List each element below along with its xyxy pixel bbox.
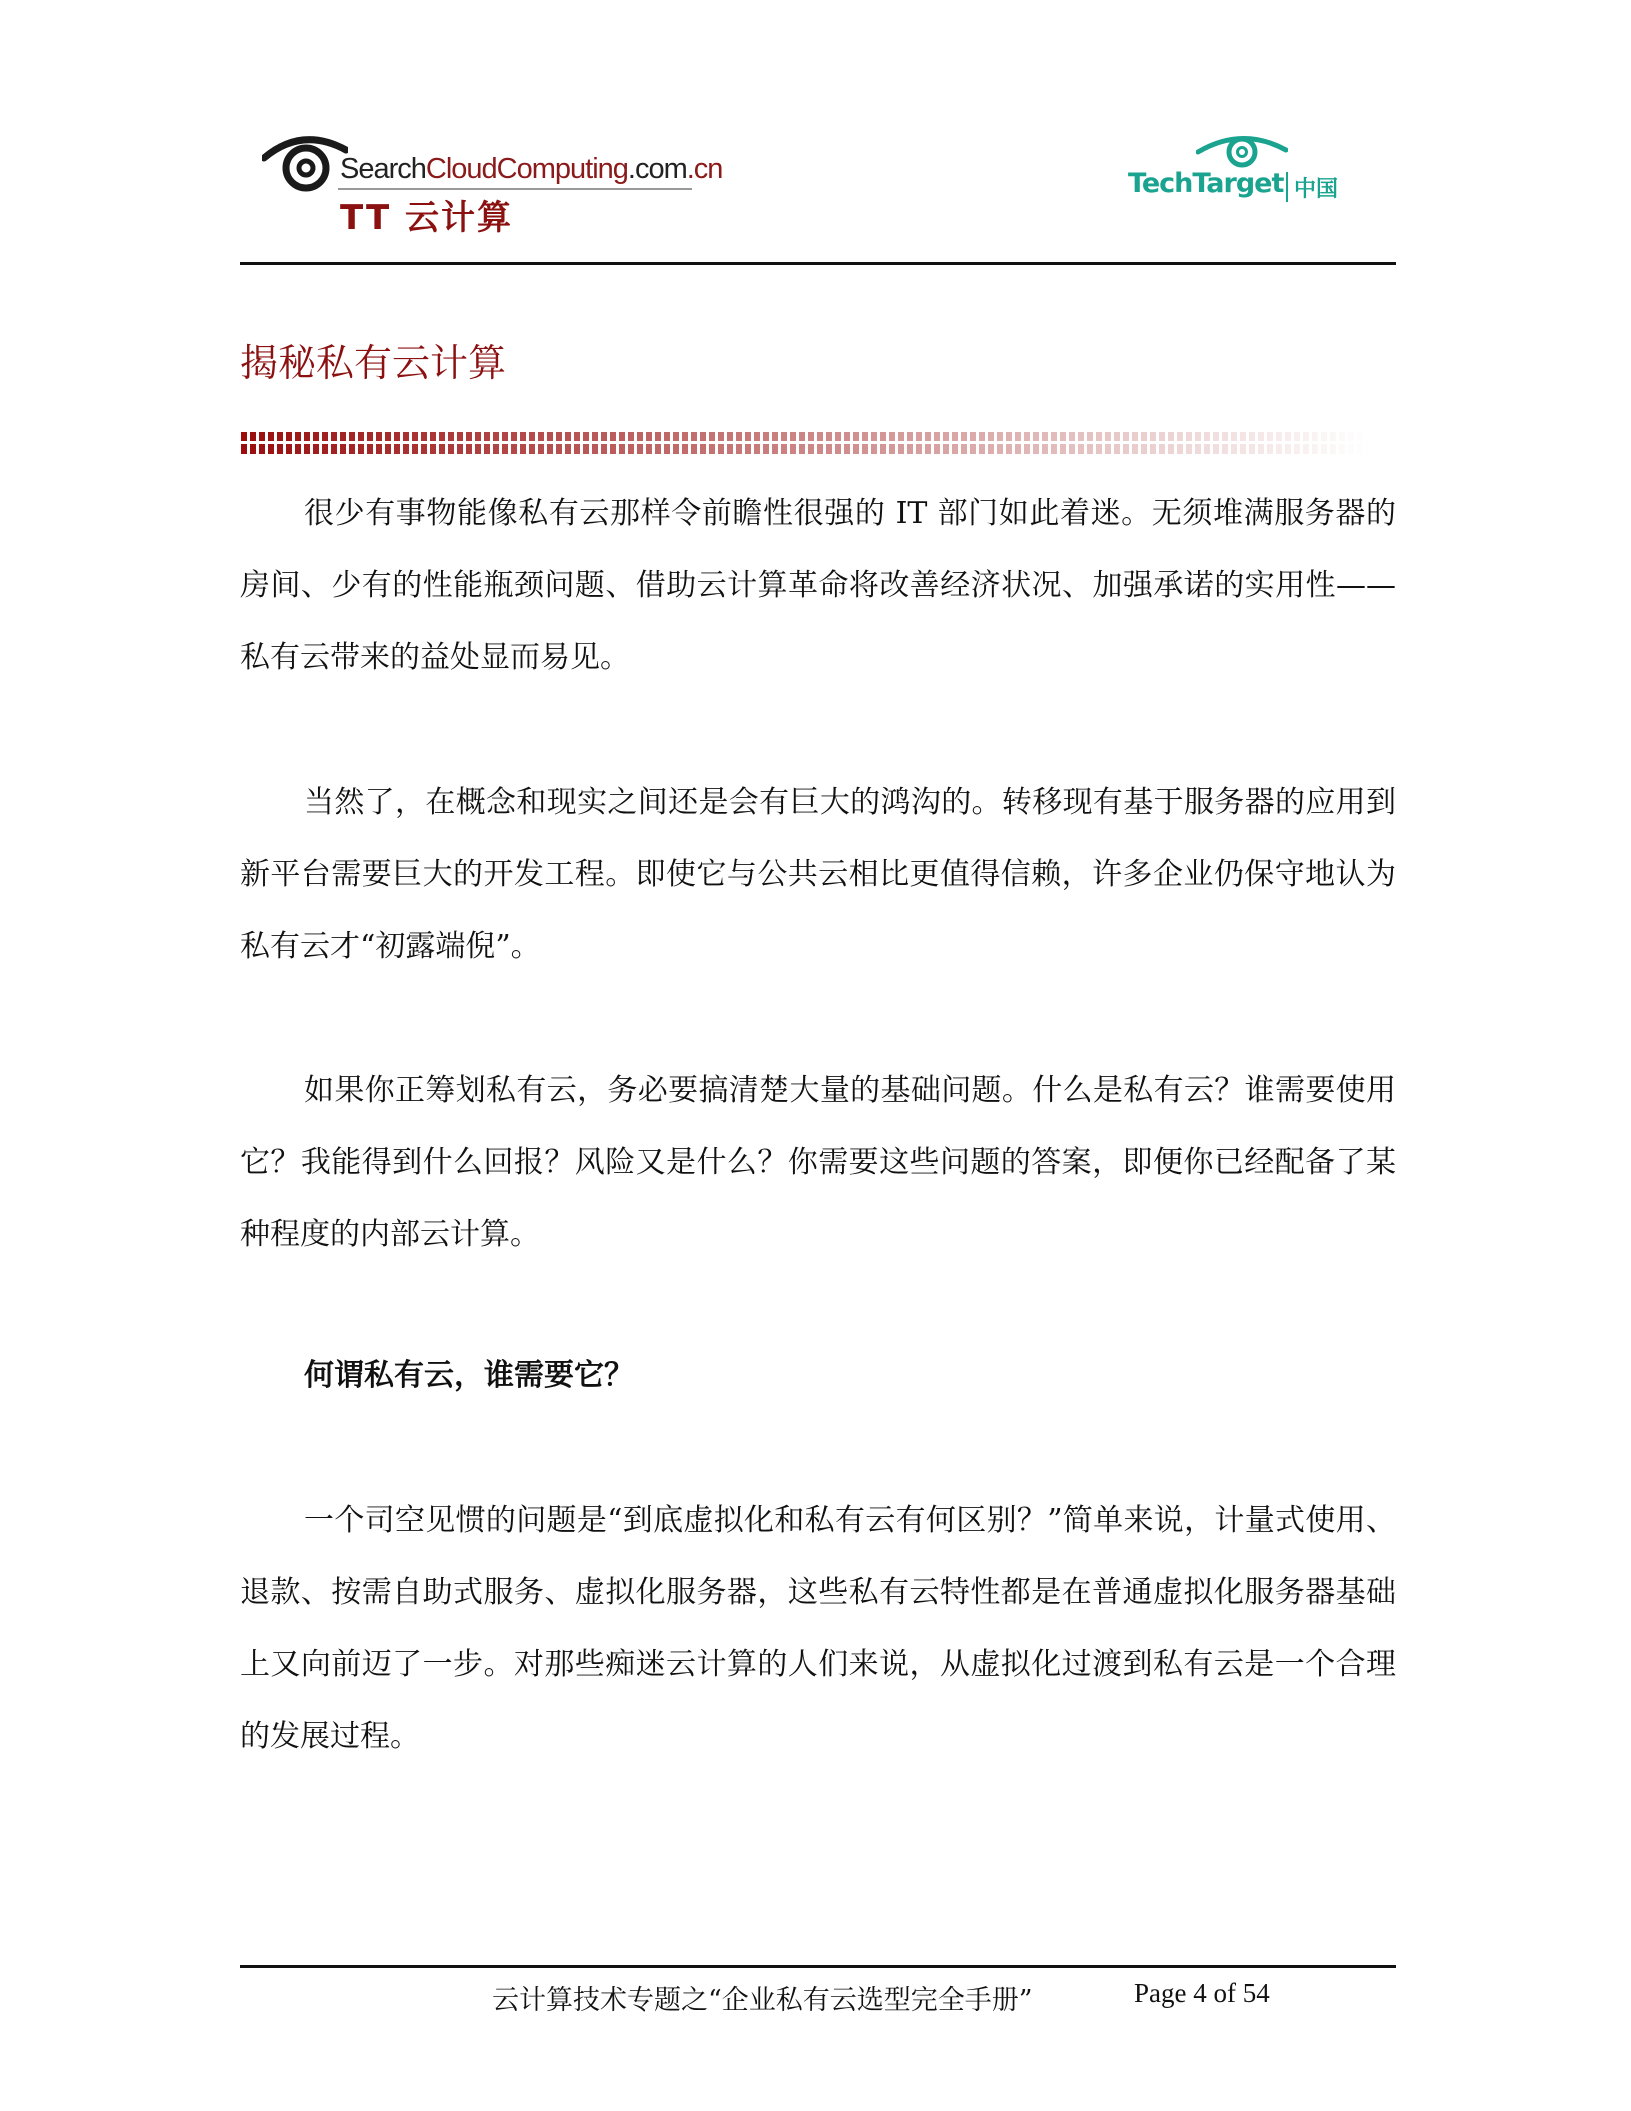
page-number: Page 4 of 54 — [1134, 1978, 1270, 2008]
region-label: 中国 — [1294, 177, 1339, 202]
site-name-part: Search — [340, 153, 426, 185]
techtarget-logo — [1128, 130, 1348, 210]
searchcloudcomputing-logo — [262, 128, 723, 238]
body-paragraph: 当然了，在概念和现实之间还是会有巨大的鸿沟的。转移现有基于服务器的应用到新平台需要巨大的开发工程。即使它与公共云相比更值得信赖，许多企业仍保守地认为私有云才“初露端倪”。 — [240, 785, 1396, 964]
site-name-part: CloudComputing — [425, 153, 628, 185]
brand-name: TechTarget — [1128, 168, 1284, 199]
decorative-title-bar — [241, 432, 1369, 454]
page-title: 揭秘私有云计算 — [240, 341, 507, 385]
eye-logo-icon — [262, 128, 348, 198]
footer-series-title: 云计算技术专题之“企业私有云选型完全手册” — [492, 1985, 1033, 2016]
body-paragraph: 一个司空见惯的问题是“到底虚拟化和私有云有何区别？”简单来说，计量式使用、退款、按需自助式服务、虚拟化服务器，这些私有云特性都是在普通虚拟化服务器基础上又向前迈了一步。对那些痴迷云计算的人们来说，从虚拟化过渡到私有云是一个合理的发展过程。 — [240, 1503, 1396, 1754]
eye-logo-icon — [1196, 130, 1288, 170]
site-name-part: .com — [627, 153, 687, 185]
body-paragraph: 很少有事物能像私有云那样令前瞻性很强的 IT 部门如此着迷。无须堆满服务器的房间、少有的性能瓶颈问题、借助云计算革命将改善经济状况、加强承诺的实用性——私有云带来的益处显而易见。 — [240, 496, 1396, 675]
logo-separator — [1286, 172, 1288, 202]
footer-divider — [240, 1965, 1396, 1968]
logo-tagline: TT 云计算 — [340, 198, 514, 238]
body-paragraph: 如果你正筹划私有云，务必要搞清楚大量的基础问题。什么是私有云？谁需要使用它？我能得到什么回报？风险又是什么？你需要这些问题的答案，即便你已经配备了某种程度的内部云计算。 — [240, 1073, 1396, 1252]
header-divider — [240, 262, 1396, 265]
section-heading: 何谓私有云，谁需要它？ — [304, 1358, 634, 1393]
site-name — [340, 153, 722, 186]
site-name-part: .cn — [686, 153, 723, 185]
